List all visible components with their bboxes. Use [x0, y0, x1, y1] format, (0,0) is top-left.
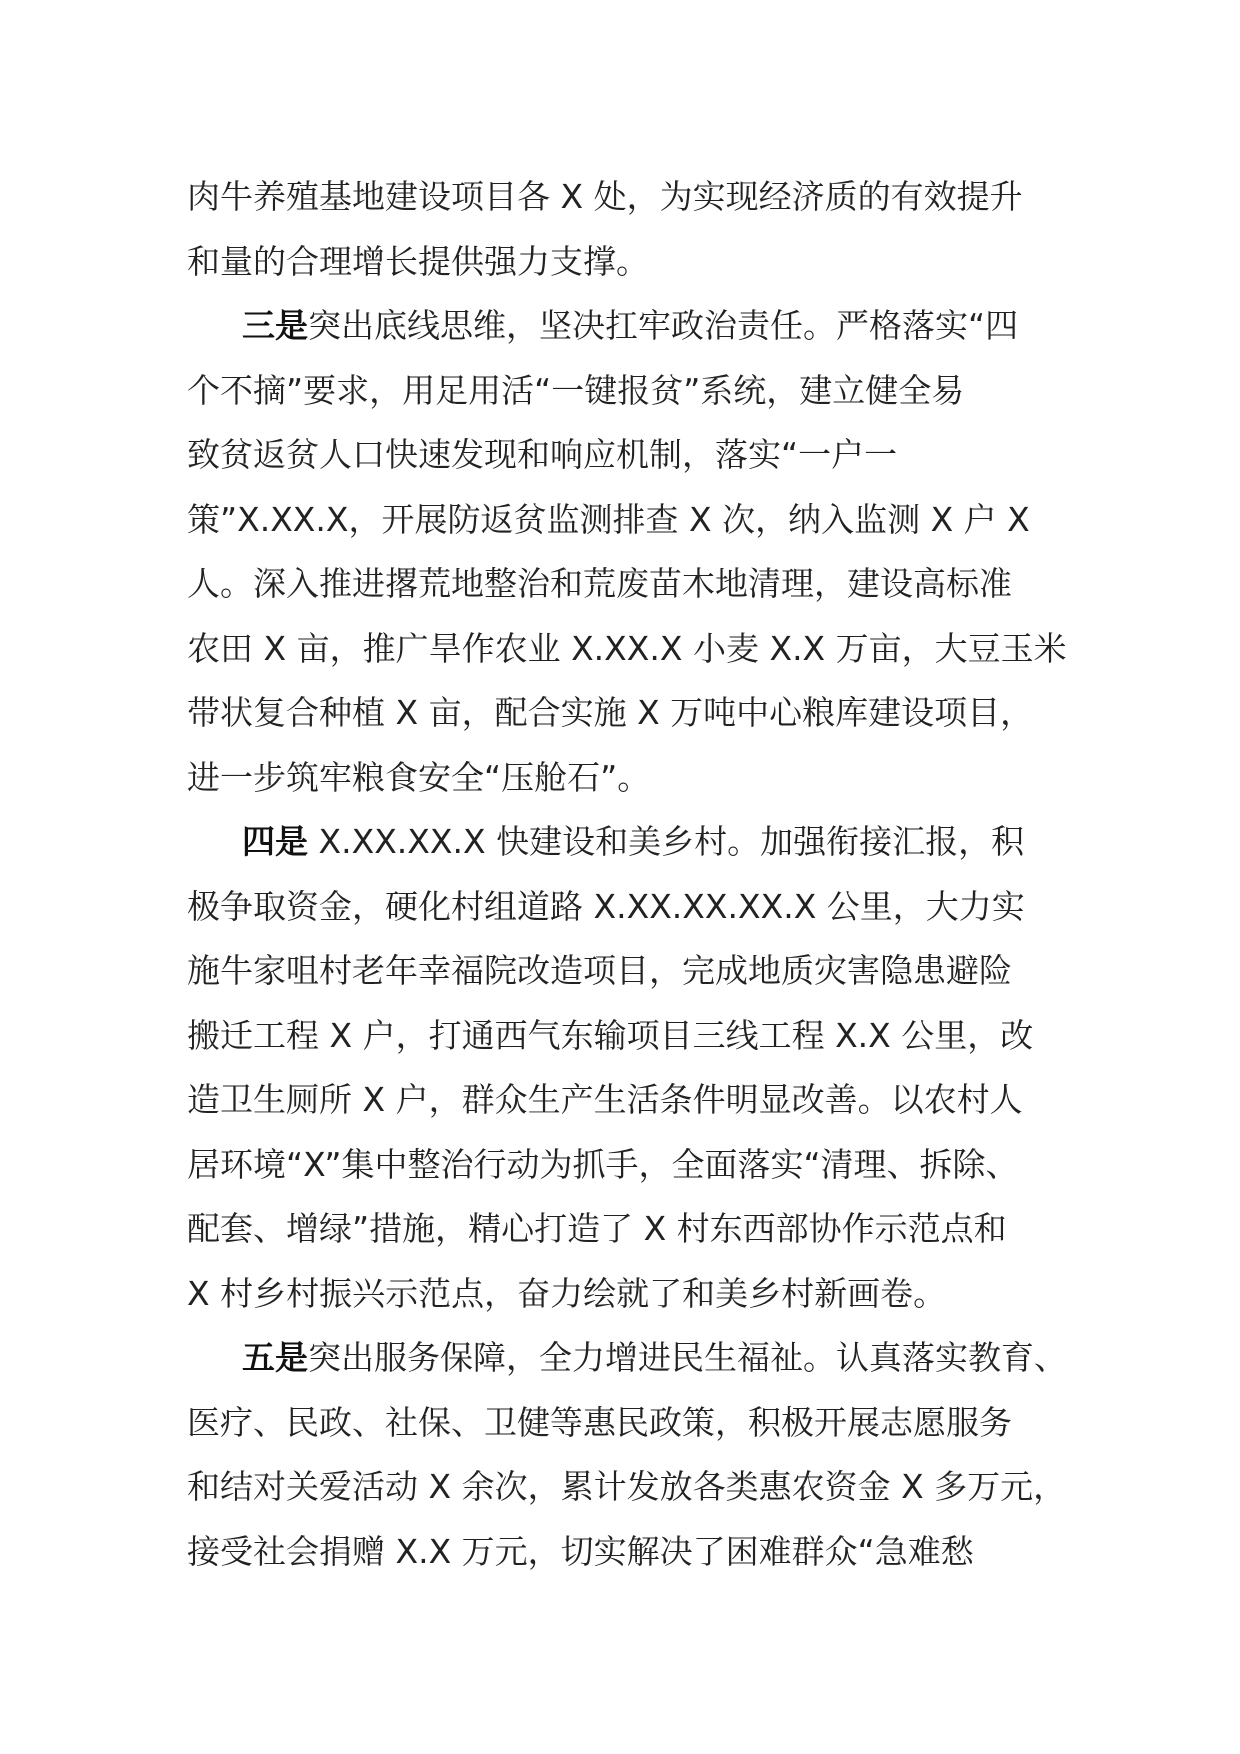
line-text: 和结对关爱活动 X 余次，累计发放各类惠农资金 X 多万元， [187, 1467, 1067, 1506]
text-line [187, 875, 1067, 940]
line-text: 极争取资金，硬化村组道路 X.XX.XX.XX.X 公里，大力实 [187, 886, 1025, 926]
line-text: 医疗、民政、社保、卫健等惠民政策，积极开展志愿服务 [187, 1402, 1012, 1442]
text-line [187, 1004, 1067, 1069]
line-text: 肉牛养殖基地建设项目各 X 处，为实现经济质的有效提升 [187, 177, 1023, 216]
paragraph-lead: 三是 [242, 306, 308, 345]
line-text: 配套、增绿”措施，精心打造了 X 村东西部协作示范点和 [187, 1209, 1007, 1248]
paragraph-lead: 四是 [242, 822, 308, 861]
line-text: 进一步筑牢粮食安全“压舱石”。 [187, 757, 651, 797]
text-line [187, 552, 1067, 617]
text-line [187, 939, 1067, 1004]
line-text: 个不摘”要求，用足用活“一键报贫”系统，建立健全易 [187, 370, 965, 410]
line-text: 搬迁工程 X 户，打通西气东输项目三线工程 X.X 公里，改 [187, 1015, 1034, 1055]
paragraph-start-line [187, 1326, 1067, 1391]
line-text: 策”X.XX.X，开展防返贫监测排查 X 次，纳入监测 X 户 X [187, 499, 1030, 539]
document-body [187, 165, 1067, 1584]
text-line [187, 1197, 1067, 1262]
paragraph-start-line [187, 810, 1067, 875]
line-text: 致贫返贫人口快速发现和响应机制，落实“一户一 [187, 435, 898, 474]
line-text: 突出服务保障，全力增进民生福祉。认真落实教育、 [308, 1338, 1067, 1377]
paragraph-lead: 五是 [242, 1338, 308, 1377]
text-line [187, 1520, 1067, 1585]
text-line [187, 617, 1067, 682]
text-line [187, 1455, 1067, 1520]
line-text: 造卫生厕所 X 户，群众生产生活条件明显改善。以农村人 [187, 1080, 1023, 1119]
line-text: 突出底线思维，坚决扛牢政治责任。严格落实“四 [308, 306, 1019, 345]
text-line [187, 359, 1067, 424]
paragraph-start-line [187, 294, 1067, 359]
text-line [187, 230, 1067, 295]
text-line [187, 1133, 1067, 1198]
line-text: X 村乡村振兴示范点，奋力绘就了和美乡村新画卷。 [187, 1273, 947, 1313]
text-line [187, 165, 1067, 230]
line-text: 和量的合理增长提供强力支撑。 [187, 241, 649, 281]
text-line [187, 746, 1067, 811]
line-text: 接受社会捐赠 X.X 万元，切实解决了困难群众“急难愁 [187, 1531, 974, 1571]
line-text: X.XX.XX.X 快建设和美乡村。加强衔接汇报，积 [308, 822, 1025, 861]
line-text: 带状复合种植 X 亩，配合实施 X 万吨中心粮库建设项目， [187, 693, 1034, 732]
line-text: 人。深入推进撂荒地整治和荒废苗木地清理，建设高标准 [187, 564, 1012, 603]
text-line [187, 423, 1067, 488]
text-line [187, 681, 1067, 746]
line-text: 居环境“X”集中整治行动为抓手，全面落实“清理、拆除、 [187, 1144, 1019, 1184]
text-line [187, 488, 1067, 553]
line-text: 施牛家咀村老年幸福院改造项目，完成地质灾害隐患避险 [187, 951, 1012, 990]
text-line [187, 1391, 1067, 1456]
text-line [187, 1262, 1067, 1327]
line-text: 农田 X 亩，推广旱作农业 X.XX.X 小麦 X.X 万亩，大豆玉米 [187, 628, 1067, 668]
text-line [187, 1068, 1067, 1133]
